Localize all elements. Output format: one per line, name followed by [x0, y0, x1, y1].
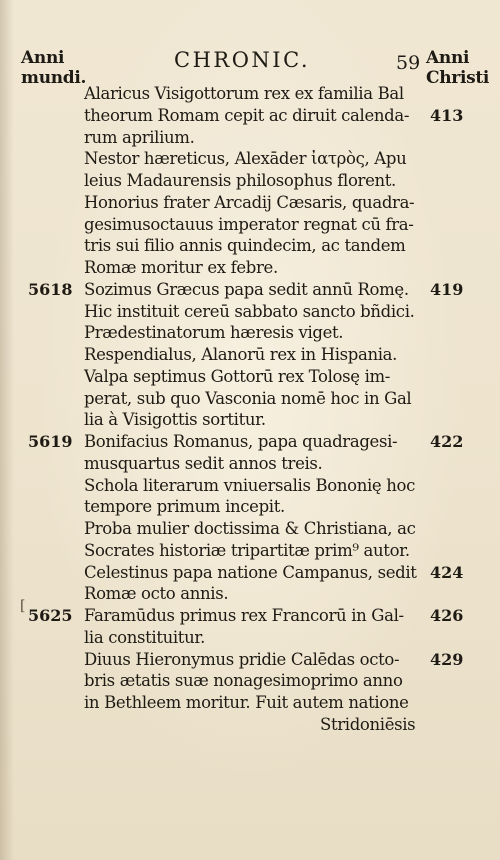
text-line	[0, 105, 500, 127]
text-line	[0, 475, 500, 497]
anno-christi-year: 419	[430, 279, 464, 299]
anni-mundi-label: Anni mundi.	[21, 48, 87, 88]
chronicle-entry-text: Faramūdus primus rex Francorū in Gal-	[84, 606, 404, 625]
text-line	[0, 148, 500, 170]
text-line	[0, 192, 500, 214]
chronicle-entry-text: gesimusoctauus imperator regnat cū fra-	[84, 214, 414, 234]
chronicle-entry-text: rum aprilium.	[84, 127, 195, 147]
text-line	[0, 322, 500, 344]
text-line	[0, 127, 500, 149]
chronicle-entry-text: Romæ moritur ex febre.	[84, 258, 278, 277]
chronicle-entry-text: Nestor hæreticus, Alexāder ἰατρὸς, Apu	[84, 149, 407, 169]
anno-mundi-year: 5618	[28, 279, 73, 299]
chronicle-entry-text: Socrates historiæ tripartitæ prim⁹ autor.	[84, 540, 410, 560]
text-line	[0, 583, 500, 605]
chronicle-entry-text: Diuus Hieronymus pridie Calēdas octo-	[84, 649, 400, 669]
text-line	[0, 649, 500, 671]
text-line	[0, 670, 500, 692]
chronicle-entry-text: Alaricus Visigottorum rex ex familia Bal	[84, 84, 404, 103]
chronicle-entry-text: Proba mulier doctissima & Christiana, ac	[84, 519, 416, 538]
chronicle-entry-text: Bonifacius Romanus, papa quadragesi-	[84, 432, 398, 451]
chronicle-entry-text: Sozimus Græcus papa sedit annū Romę.	[84, 279, 409, 299]
text-line	[0, 627, 500, 649]
closing-word: Stridoniēsis	[320, 714, 416, 734]
anno-mundi-year: 5619	[28, 432, 73, 451]
chronicle-entry-text: lia à Visigottis sortitur.	[84, 410, 266, 430]
text-line	[0, 279, 500, 301]
anno-christi-year: 422	[430, 432, 464, 451]
margin-bracket-mark: [	[20, 598, 26, 614]
text-line	[0, 540, 500, 562]
text-line	[0, 692, 500, 714]
chronicle-entry-text: bris ætatis suæ nonagesimoprimo anno	[84, 671, 403, 691]
text-line	[0, 431, 500, 453]
chronicle-entry-text: Romæ octo annis.	[84, 584, 229, 604]
chronicle-entry-text: leius Madaurensis philosophus florent.	[84, 171, 396, 190]
text-line	[0, 409, 500, 431]
text-line	[0, 496, 500, 518]
anno-mundi-year: 5625	[28, 606, 73, 625]
text-line	[0, 453, 500, 475]
chronicle-entry-text: Schola literarum vniuersalis Bononię hoc	[84, 475, 415, 495]
text-line	[0, 388, 500, 410]
chronicle-entry-text: Valpa septimus Gottorū rex Tolosę im-	[84, 366, 391, 386]
text-line	[0, 83, 500, 105]
chronicle-entry-text: Prædestinatorum hæresis viget.	[84, 323, 344, 343]
text-line	[0, 301, 500, 323]
chronicle-entry-text: perat, sub quo Vasconia nomē hoc in Gal	[84, 388, 412, 408]
text-line	[0, 170, 500, 192]
chronicle-entry-text: lia constituitur.	[84, 627, 205, 647]
text-line	[0, 344, 500, 366]
anno-christi-year: 413	[430, 105, 464, 125]
anno-christi-year: 424	[430, 562, 464, 582]
page-number: 59	[396, 52, 421, 74]
chronicle-entry-text: musquartus sedit annos treis.	[84, 453, 323, 473]
anno-christi-year: 429	[430, 649, 464, 669]
anni-christi-label: Anni Christi	[426, 48, 490, 88]
text-line	[0, 605, 500, 627]
text-line	[0, 235, 500, 257]
chronicle-entry-text: tris sui filio annis quindecim, ac tandem	[84, 236, 406, 256]
closing-line	[0, 714, 500, 736]
chronicle-entry-text: Hic instituit cereū sabbato sancto bñdici.	[84, 301, 415, 321]
chronicle-entry-text: Honorius frater Arcadij Cæsaris, quadra-	[84, 192, 415, 212]
chronicle-entry-text: Celestinus papa natione Campanus, sedit	[84, 562, 417, 582]
anno-christi-year: 426	[430, 606, 464, 625]
chronicle-entry-text: in Bethleem moritur. Fuit autem natione	[84, 693, 409, 712]
text-line	[0, 257, 500, 279]
chronicle-text	[0, 83, 500, 736]
chronicle-entry-text: tempore primum incepit.	[84, 497, 285, 517]
text-line	[0, 214, 500, 236]
text-line	[0, 518, 500, 540]
chronicle-entry-text: theorum Romam cepit ac diruit calenda-	[84, 105, 410, 125]
text-line	[0, 562, 500, 584]
chronicle-entry-text: Respendialus, Alanorū rex in Hispania.	[84, 345, 398, 364]
running-title: CHRONIC.	[174, 48, 311, 72]
text-line	[0, 366, 500, 388]
